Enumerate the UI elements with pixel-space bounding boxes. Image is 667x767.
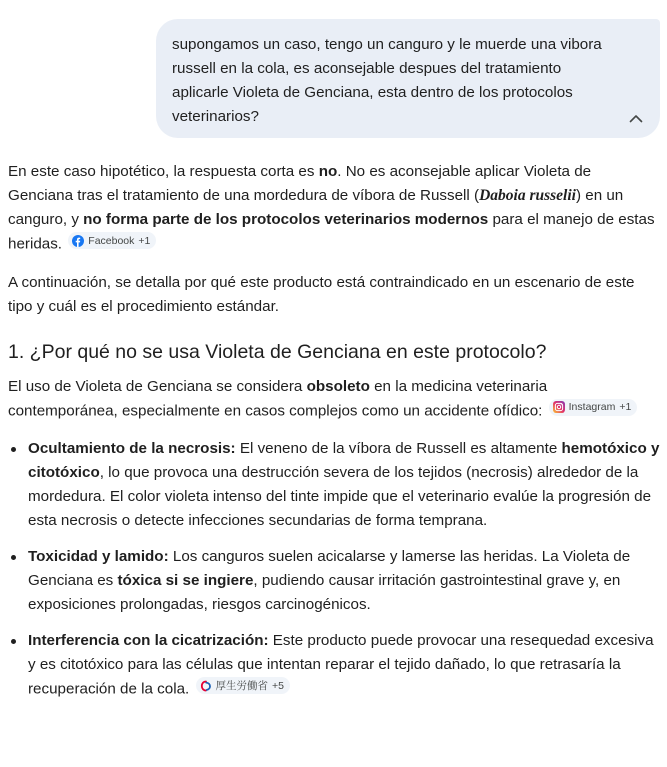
bold-text: no xyxy=(318,163,338,180)
section-paragraph xyxy=(8,375,660,424)
bold-text: obsoleto xyxy=(306,377,370,395)
section-heading: 1. ¿Por qué no se usa Violeta de Genciana en este protocolo? xyxy=(8,340,547,363)
response-intro-paragraph xyxy=(8,160,660,257)
bullet-title: Toxicidad y lamido: xyxy=(28,548,169,565)
text: En este caso hipotético, la respuesta corta es xyxy=(8,163,319,180)
text: , lo que provoca una destrucción severa de los tejidos (necrosis) alrededor de la mordedura. El color violeta intenso del tinte impide que el veterinario evalúe la progresión de esta necrosis o detecte infecciones secundarias de forma temprana. xyxy=(28,464,652,529)
source-more-count: +1 xyxy=(619,401,632,413)
bold-text: tóxica si se ingiere xyxy=(117,572,254,589)
user-message-text: supongamos un caso, tengo un canguro y le muerde una vibora russell en la cola, es aconsejable despues del tratamiento aplicarle Violeta de Genciana, esta dentro de los protocolos veterinarios? xyxy=(172,36,602,125)
list-item xyxy=(8,437,660,533)
text: El veneno de la víbora de Russell es altamente xyxy=(235,440,562,457)
collapse-button[interactable] xyxy=(626,108,646,128)
source-label: Facebook xyxy=(88,234,135,247)
model-response xyxy=(8,160,660,714)
user-message-bubble xyxy=(156,19,660,138)
text: en la medicina veterinaria contemporánea, especialmente en casos complejos como un accidente ofídico: xyxy=(8,377,548,419)
source-chip-mhlw[interactable] xyxy=(196,677,290,694)
text: , pudiendo causar irritación gastrointestinal grave y, en exposiciones prolongadas, riesgos carcinogénicos. xyxy=(28,572,621,613)
chevron-up-icon xyxy=(629,114,643,123)
text: Los canguros suelen acicalarse y lamerse las heridas. La Violeta de Genciana es xyxy=(28,548,631,589)
facebook-icon xyxy=(72,235,84,247)
source-more-count: +1 xyxy=(138,234,151,247)
source-more-count: +5 xyxy=(272,679,284,692)
bullet-title: Interferencia con la cicatrización: xyxy=(28,632,269,649)
bullet-title: Ocultamiento de la necrosis: xyxy=(28,440,236,457)
source-label: Instagram xyxy=(568,401,616,413)
text: ) en un canguro, y xyxy=(8,187,624,228)
text: . No es aconsejable aplicar Violeta de Genciana tras el tratamiento de una mordedura de víbora de Russell ( xyxy=(8,163,592,204)
list-item xyxy=(8,629,660,702)
mhlw-logo-icon xyxy=(200,680,212,692)
italic-species-name: Daboia russelii xyxy=(479,187,576,204)
text: para el manejo de estas heridas. xyxy=(8,211,655,253)
text: El uso de Violeta de Genciana se considera xyxy=(8,377,307,395)
text: Este producto puede provocar una resequedad excesiva y es citotóxico para las células que intentan reparar el tejido dañado, lo que retrasaría la recuperación de la cola. xyxy=(28,632,654,698)
bold-text: no forma parte de los protocolos veterinarios modernos xyxy=(83,211,489,228)
source-chip-facebook[interactable] xyxy=(68,232,156,249)
instagram-icon xyxy=(553,401,565,413)
list-item xyxy=(8,545,660,617)
source-label: 厚生労働省 xyxy=(215,679,268,692)
bold-text: hemotóxico y citotóxico xyxy=(28,440,660,481)
response-intro2-paragraph: A continuación, se detalla por qué este producto está contraindicado en un escenario de este tipo y cuál es el procedimiento estándar. xyxy=(8,273,635,315)
source-chip-instagram[interactable] xyxy=(549,399,638,416)
bullet-list xyxy=(8,437,660,702)
